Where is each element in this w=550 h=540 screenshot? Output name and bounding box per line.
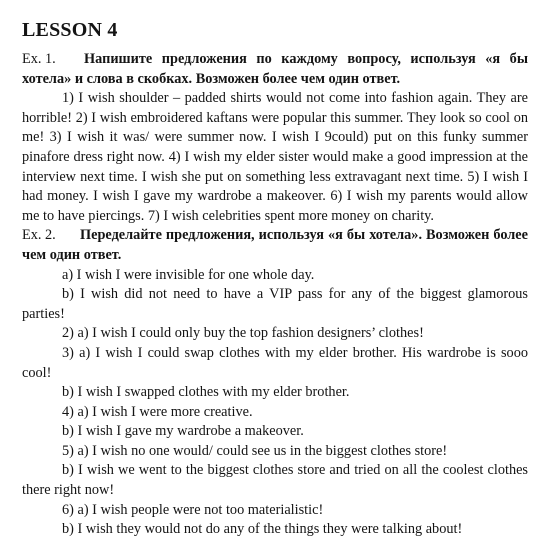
exercise-2-answer-5a: 5) a) I wish no one would/ could see us in the biggest clothes store! xyxy=(62,442,448,459)
exercise-2-instruction: Переделайте предложения, используя «я бы хотела». Возможен более чем один ответ. xyxy=(22,227,528,263)
exercise-1-answers: 1) I wish shoulder – padded shirts would not come into fashion again. They are horrible! 2) I wish embroidered kaftans were popular this summer. They look so cool on me! 3) I wish it was/ were summer now. I wish I 9could) put on this funky summer pinafore dress right now. 4) I wish my elder sister would make a good impression at the interview next time. I wish she put on something less extravagant next time. 5) I wish I had money. I wish I gave my wardrobe a makeover. 6) I wish my parents would allow me to have piercings. 7) I wish celebrities spent more money on charity. xyxy=(22,90,528,224)
exercise-2-answer-2a: 2) a) I wish I could only buy the top fashion designers’ clothes! xyxy=(62,325,424,342)
exercise-2-answer-6b: b) I wish they would not do any of the things they were talking about! xyxy=(62,521,463,538)
exercise-2-heading xyxy=(22,226,528,265)
exercise-1-heading xyxy=(22,50,528,89)
exercise-2-answer-3b: b) I wish I swapped clothes with my elder brother. xyxy=(62,384,350,401)
exercise-2-answer-5b: b) I wish we went to the biggest clothes store and tried on all the coolest clothes there right now! xyxy=(22,462,528,499)
exercise-2-answer-6a: 6) a) I wish people were not too materialistic! xyxy=(62,501,324,518)
exercise-1-label: Ex. 1. xyxy=(22,51,56,67)
document-page xyxy=(22,18,528,540)
lesson-title: LESSON 4 xyxy=(22,19,118,41)
exercise-2-answer-1b: b) I wish did not need to have a VIP pass for any of the biggest glamorous parties! xyxy=(22,286,528,322)
exercise-2-answer-1a: a) I wish I were invisible for one whole day. xyxy=(62,266,315,283)
exercise-1-instruction: Напишите предложения по каждому вопросу, используя «я бы хотела» и слова в скобках. Возможен более чем один ответ. xyxy=(22,51,528,87)
exercise-2-answer-3a: 3) a) I wish I could swap clothes with my elder brother. His wardrobe is sooo cool! xyxy=(22,344,528,381)
exercise-2-answer-4b: b) I wish I gave my wardrobe a makeover. xyxy=(62,423,304,440)
exercise-2-label: Ex. 2. xyxy=(22,227,56,244)
exercise-2-answer-4a: 4) a) I wish I were more creative. xyxy=(62,403,253,420)
